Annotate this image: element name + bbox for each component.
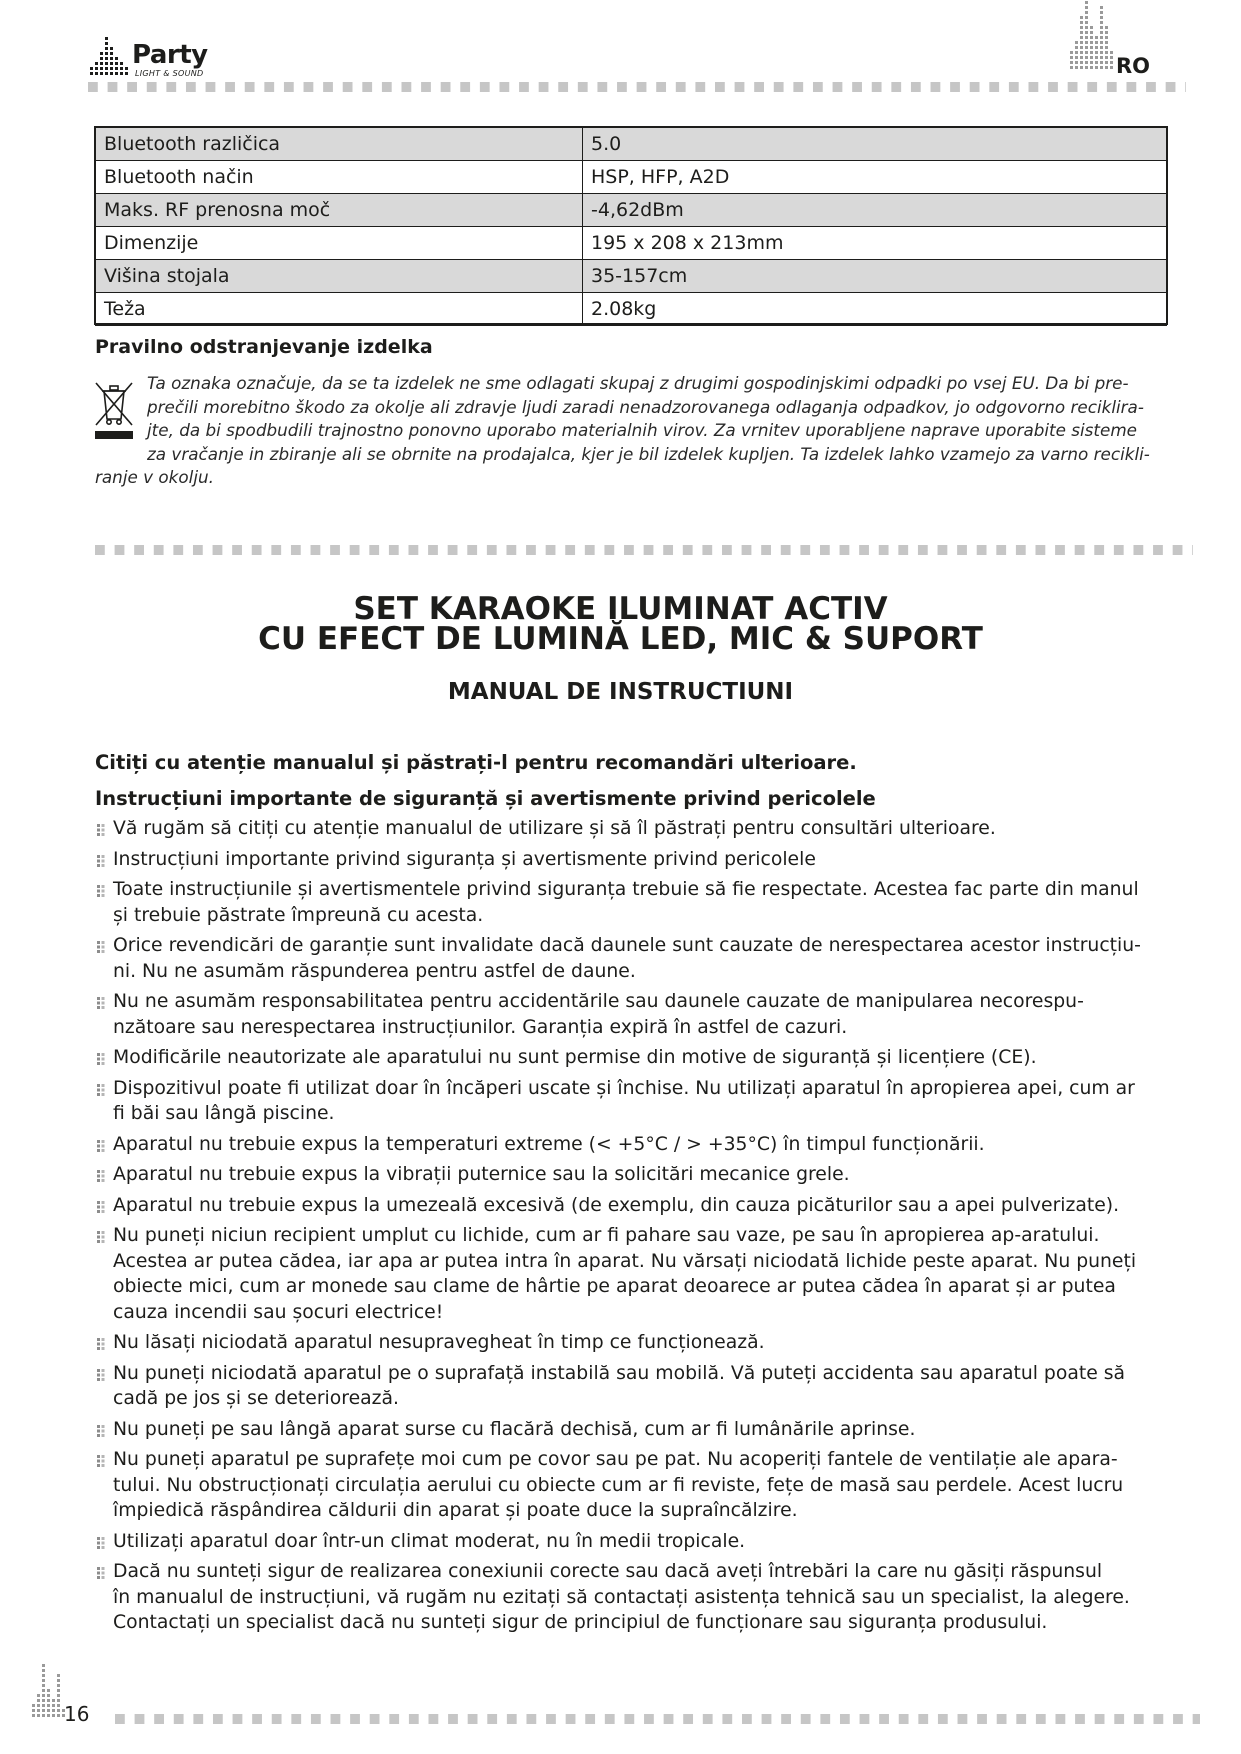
bullet-icon <box>97 1425 107 1437</box>
logo-wordmark: Party <box>132 40 208 70</box>
spec-value: -4,62dBm <box>583 194 1167 227</box>
list-item <box>95 1193 1175 1219</box>
bullet-icon <box>97 1338 107 1350</box>
intro-note: Citiți cu atenție manualul și păstrați-l pentru recomandări ulterioare. <box>95 751 857 774</box>
table-row <box>96 194 1167 227</box>
bullet-icon <box>97 1170 107 1182</box>
list-item-line: Nu puneți niciun recipient umplut cu lichide, cum ar fi pahare sau vaze, pe sau în apropierea ap-aratului. <box>113 1225 1100 1246</box>
list-item <box>95 1529 1175 1555</box>
bullet-icon <box>97 1537 107 1549</box>
spec-value: 5.0 <box>583 128 1167 161</box>
bullet-icon <box>97 855 107 867</box>
list-item-line: cauza incendii sau șocuri electrice! <box>113 1301 444 1323</box>
list-item <box>95 1417 1175 1443</box>
disposal-line: Ta oznaka označuje, da se ta izdelek ne sme odlagati skupaj z drugimi gospodinjskimi odpadki po vsej EU. Da bi pre- <box>147 373 1129 393</box>
list-item-line: Nu ne asumăm responsabilitatea pentru accidentările sau daunele cauzate de manipularea necorespu- <box>113 991 1084 1012</box>
list-item <box>95 847 1175 873</box>
list-item-line: Modificările neautorizate ale aparatului nu sunt permise din motive de siguranță și licențiere (CE). <box>113 1047 1037 1068</box>
header-divider <box>88 82 1186 92</box>
spec-label: Teža <box>96 293 583 326</box>
spec-table <box>95 127 1167 326</box>
list-item <box>95 1447 1175 1524</box>
spec-value: HSP, HFP, A2D <box>583 161 1167 194</box>
document-title-line2: CU EFECT DE LUMINĂ LED, MIC & SUPORT <box>258 621 983 657</box>
list-item-line: Utilizați aparatul doar într-un climat moderat, nu în medii tropicale. <box>113 1530 746 1552</box>
list-item-line: împiedică răspândirea căldurii din aparat și poate duce la supraîncălzire. <box>113 1500 798 1521</box>
spec-value: 2.08kg <box>583 293 1167 326</box>
list-item-line: Vă rugăm să citiți cu atenție manualul de utilizare și să îl păstrați pentru consultări ulterioare. <box>113 818 996 839</box>
list-item-line: tului. Nu obstrucționați circulația aerului cu obiecte cum ar fi reviste, fețe de masă sau perdele. Acest lucru <box>113 1474 1124 1496</box>
list-item-line: Nu lăsați niciodată aparatul nesupravegheat în timp ce funcționează. <box>113 1332 765 1353</box>
list-item <box>95 1045 1175 1071</box>
list-item-line: Dacă nu sunteți sigur de realizarea conexiunii corecte sau dacă aveți întrebări la care nu găsiți răspunsul <box>113 1561 1103 1582</box>
list-item <box>95 1162 1175 1188</box>
bullet-icon <box>97 1053 107 1065</box>
list-item <box>95 1361 1175 1412</box>
spec-label: Višina stojala <box>96 260 583 293</box>
section-divider <box>95 545 1193 555</box>
list-item-line: Aparatul nu trebuie expus la temperaturi extreme (< +5°C / > +35°C) în timpul funcționării. <box>113 1133 985 1155</box>
list-item-line: nzătoare sau nerespectarea instrucțiunilor. Garanția expiră în astfel de cazuri. <box>113 1016 848 1038</box>
list-item-line: fi băi sau lângă piscine. <box>113 1103 335 1124</box>
list-item-line: Nu puneți aparatul pe suprafețe moi cum pe covor sau pe pat. Nu acoperiți fantele de ventilație ale apara- <box>113 1449 1118 1470</box>
list-item-line: Nu puneți niciodată aparatul pe o suprafață instabilă sau mobilă. Vă puteți accidenta sau aparatul poate să <box>113 1362 1126 1384</box>
list-item-line: Orice revendicări de garanție sunt invalidate dacă daunele sunt cauzate de nerespectarea acestor instrucțiu- <box>113 935 1141 956</box>
bullet-icon <box>97 1231 107 1243</box>
safety-heading: Instrucțiuni importante de siguranță și avertismente privind pericolele <box>95 787 876 810</box>
footer-divider <box>115 1714 1200 1724</box>
list-item-line: obiecte mici, cum ar monede sau clame de hârtie pe aparat deoarece ar putea cădea în aparat și ar putea <box>113 1276 1116 1297</box>
list-item-line: în manualul de instrucțiuni, vă rugăm nu ezitați să contactați asistența tehnică sau un specialist, la alegere. <box>113 1586 1130 1608</box>
list-item-line: cadă pe jos și se deteriorează. <box>113 1388 399 1409</box>
table-row <box>96 293 1167 326</box>
bullet-icon <box>97 1567 107 1579</box>
spec-label: Dimenzije <box>96 227 583 260</box>
spec-label: Bluetooth način <box>96 161 583 194</box>
bullet-icon <box>97 1455 107 1467</box>
disposal-line: za vračanje in zbiranje ali se obrnite na prodajalca, kjer je bil izdelek kupljen. Ta izdelek lahko vzamejo za varno recikli- <box>147 443 1150 464</box>
disposal-line: prečili morebitno škodo za okolje ali zdravje ljudi zaradi nenadzorovanega odlaganja odpadkov, jo odgovorno reciklira- <box>147 396 1144 417</box>
logo-tagline: LIGHT & SOUND <box>135 69 204 78</box>
list-item-line: Contactați un specialist dacă nu sunteți sigur de principiul de funcționare sau siguranța produsului. <box>113 1612 1048 1633</box>
spec-value: 35-157cm <box>583 260 1167 293</box>
list-item-line: ni. Nu ne asumăm răspunderea pentru astfel de daune. <box>113 960 636 982</box>
list-item-line: Toate instrucțiunile și avertismentele privind siguranța trebuie să fie respectate. Acestea fac parte din manul <box>113 879 1139 900</box>
bullet-icon <box>97 1140 107 1152</box>
spec-label: Bluetooth različica <box>96 128 583 161</box>
table-row <box>96 227 1167 260</box>
list-item <box>95 1132 1175 1158</box>
bullet-icon <box>97 824 107 836</box>
disposal-line: ranje v okolju. <box>95 467 214 487</box>
spec-value: 195 x 208 x 213mm <box>583 227 1167 260</box>
equalizer-logo-icon <box>88 34 132 80</box>
bullet-icon <box>97 997 107 1009</box>
disposal-heading: Pravilno odstranjevanje izdelka <box>95 336 433 358</box>
list-item-line: Dispozitivul poate fi utilizat doar în încăperi uscate și închise. Nu utilizați aparatul în apropierea apei, cum ar <box>113 1077 1135 1099</box>
table-row <box>96 260 1167 293</box>
bullet-icon <box>97 1369 107 1381</box>
disposal-text <box>95 372 1170 490</box>
list-item-line: Nu puneți pe sau lângă aparat surse cu flacără dechisă, cum ar fi lumânările aprinse. <box>113 1418 916 1440</box>
language-marker <box>1068 0 1152 80</box>
list-item-line: Aparatul nu trebuie expus la vibrații puternice sau la solicitări mecanice grele. <box>113 1164 850 1185</box>
bullet-icon <box>97 941 107 953</box>
list-item-line: Aparatul nu trebuie expus la umezeală excesivă (de exemplu, din cauza picăturilor sau a apei pulverizate). <box>113 1194 1120 1216</box>
list-item <box>95 1076 1175 1127</box>
bullet-icon <box>97 885 107 897</box>
list-item-line: Acestea ar putea cădea, iar apa ar putea intra în aparat. Nu vărsați niciodată lichide peste aparat. Nu puneți <box>113 1250 1137 1272</box>
language-code: RO <box>1116 54 1151 78</box>
bullet-icon <box>97 1201 107 1213</box>
list-item <box>95 989 1175 1040</box>
safety-list <box>95 816 1175 1641</box>
page-number: 16 <box>64 1702 90 1726</box>
table-row <box>96 161 1167 194</box>
list-item-line: Instrucțiuni importante privind siguranța și avertismente privind pericolele <box>113 848 816 870</box>
document-title-line1: SET KARAOKE ILUMINAT ACTIV <box>353 591 888 627</box>
list-item <box>95 933 1175 984</box>
bullet-icon <box>97 1084 107 1096</box>
list-item <box>95 1559 1175 1636</box>
list-item <box>95 1223 1175 1325</box>
table-row <box>96 128 1167 161</box>
disposal-line: jte, da bi spodbudili trajnostno ponovno uporabo materialnih virov. Za vrnitev uporabljene naprave uporabite sisteme <box>147 420 1138 440</box>
list-item-line: și trebuie păstrate împreună cu acesta. <box>113 904 484 926</box>
spec-label: Maks. RF prenosna moč <box>96 194 583 227</box>
list-item <box>95 1330 1175 1356</box>
list-item <box>95 816 1175 842</box>
brand-logo <box>88 34 218 80</box>
document-subtitle: MANUAL DE INSTRUCTIUNI <box>447 679 794 705</box>
list-item <box>95 877 1175 928</box>
